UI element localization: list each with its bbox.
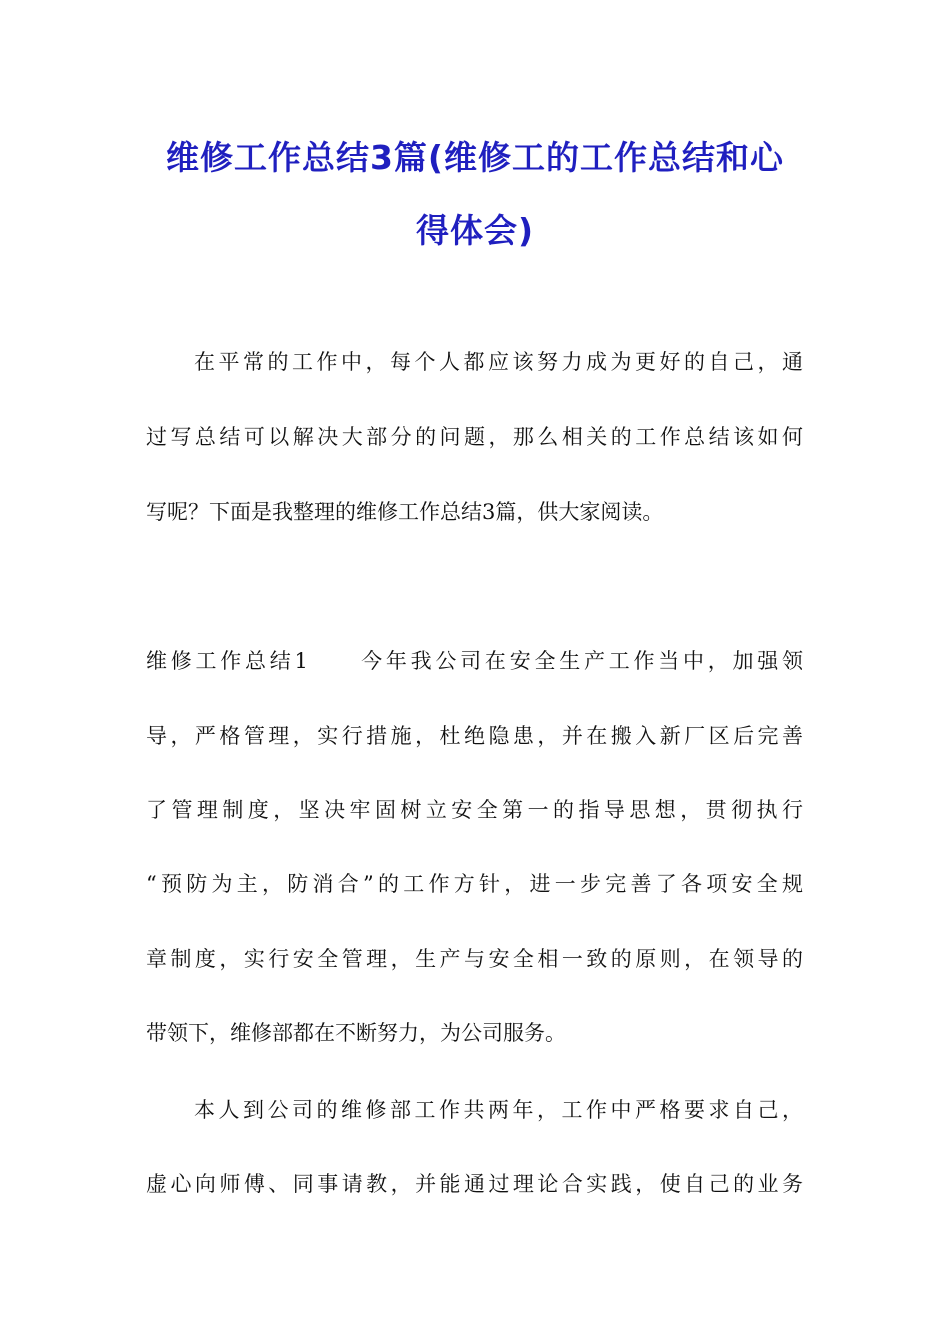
intro-line-2: 过写总结可以解决大部分的问题，那么相关的工作总结该如何	[146, 425, 803, 449]
section1-line-1: 维修工作总结1 今年我公司在安全生产工作当中，加强领	[146, 649, 803, 673]
para2-line-1: 本人到公司的维修部工作共两年，工作中严格要求自己，	[194, 1098, 803, 1122]
intro-line-1: 在平常的工作中，每个人都应该努力成为更好的自己，通	[194, 350, 803, 374]
section1-line-3: 了管理制度，坚决牢固树立安全第一的指导思想，贯彻执行	[146, 798, 803, 822]
section1-line-6: 带领下，维修部都在不断努力，为公司服务。	[146, 1021, 566, 1045]
section1-line-5: 章制度，实行安全管理，生产与安全相一致的原则，在领导的	[146, 947, 803, 971]
intro-line-3: 写呢？下面是我整理的维修工作总结3篇，供大家阅读。	[146, 500, 664, 524]
document-title-line-1: 维修工作总结3篇(维修工的工作总结和心	[165, 138, 785, 177]
section1-line-2: 导，严格管理，实行措施，杜绝隐患，并在搬入新厂区后完善	[146, 724, 803, 748]
section1-line-4: “预防为主，防消合”的工作方针，进一步完善了各项安全规	[146, 872, 803, 896]
para2-line-2: 虚心向师傅、同事请教，并能通过理论合实践，使自己的业务	[146, 1172, 803, 1196]
document-title-line-2: 得体会)	[415, 211, 535, 250]
